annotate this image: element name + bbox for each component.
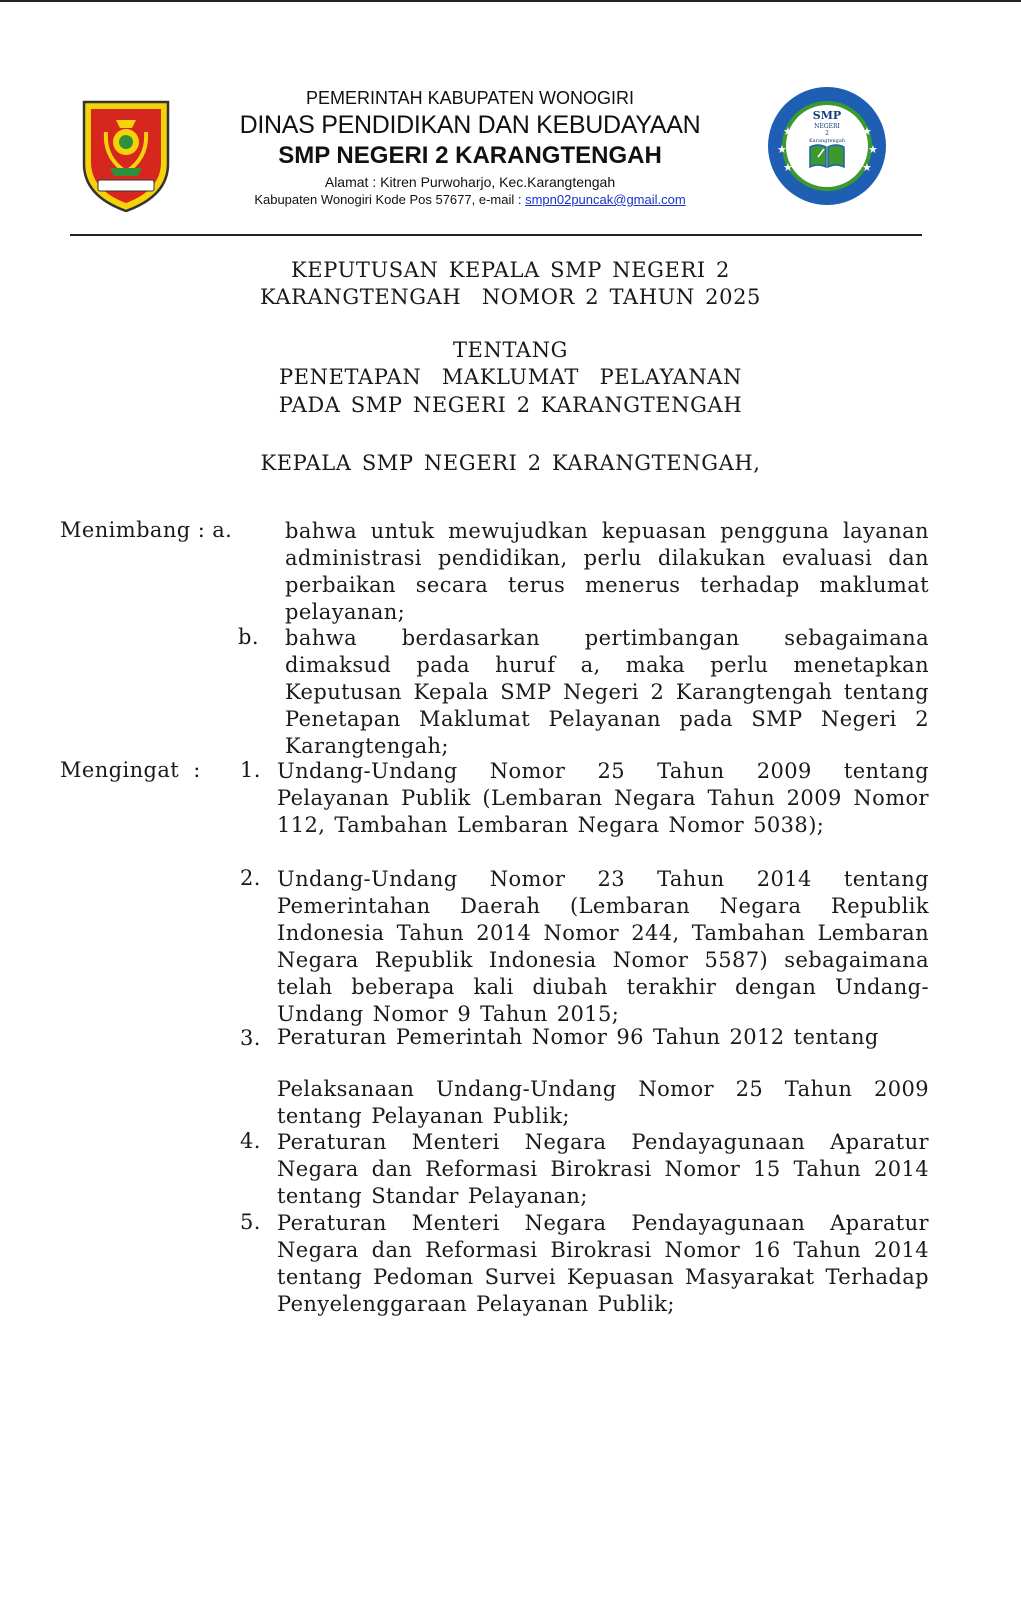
- letterhead-contact: [180, 191, 760, 209]
- menimbang-label: Menimbang : a.: [60, 518, 233, 542]
- svg-text:★: ★: [862, 161, 872, 174]
- svg-text:★: ★: [783, 161, 793, 174]
- svg-text:★: ★: [783, 125, 793, 138]
- letterhead-government: PEMERINTAH KABUPATEN WONOGIRI: [305, 88, 635, 108]
- decree-subject-line1: PENETAPAN MAKLUMAT PELAYANAN: [278, 365, 743, 389]
- mengingat-item-1: Undang-Undang Nomor 25 Tahun 2009 tentang Pelayanan Publik (Lembaran Negara Tahun 2009 Nomor 112, Tambahan Lembaran Negara Nomor 5038);: [277, 759, 929, 837]
- seal-text-num: 2: [825, 130, 829, 137]
- menimbang-item-b: bahwa berdasarkan pertimbangan sebagaimana dimaksud pada huruf a, maka perlu menetapkan Keputusan Kepala SMP Negeri 2 Karangtengah tentang Penetapan Maklumat Pelayanan pada SMP Negeri 2 Karangtengah;: [285, 626, 929, 758]
- wonogiri-regency-emblem-icon: [80, 98, 172, 214]
- letterhead-agency: DINAS PENDIDIKAN DAN KEBUDAYAAN: [239, 111, 701, 139]
- mengingat-item-5: Peraturan Menteri Negara Pendayagunaan Aparatur Negara dan Reformasi Birokrasi Nomor 16 Tahun 2014 tentang Pedoman Survei Kepuasan Masyarakat Terhadap Penyelenggaraan Pelayanan Publik;: [277, 1211, 929, 1316]
- letterhead-divider: [70, 234, 922, 236]
- decree-about: TENTANG: [452, 338, 569, 362]
- mengingat-marker-5: 5.: [240, 1210, 261, 1234]
- seal-text-top: SMP: [812, 109, 842, 122]
- decree-subject-line2: PADA SMP NEGERI 2 KARANGTENGAH: [278, 393, 743, 417]
- smp-negeri-2-karangtengah-seal-icon: [766, 85, 888, 207]
- mengingat-item-4: Peraturan Menteri Negara Pendayagunaan Aparatur Negara dan Reformasi Birokrasi Nomor 15 Tahun 2014 tentang Standar Pelayanan;: [277, 1130, 929, 1208]
- seal-text-mid: NEGERI: [814, 123, 840, 130]
- menimbang-marker-b: b.: [238, 625, 259, 649]
- email-link[interactable]: smpn02puncak@gmail.com: [525, 192, 686, 207]
- decree-title-line1: KEPUTUSAN KEPALA SMP NEGERI 2: [290, 258, 730, 282]
- mengingat-marker-3: 3.: [240, 1026, 261, 1050]
- mengingat-item-3a: Peraturan Pemerintah Nomor 96 Tahun 2012 tentang: [277, 1025, 879, 1049]
- svg-text:★: ★: [868, 143, 878, 156]
- mengingat-item-2: Undang-Undang Nomor 23 Tahun 2014 tentang Pemerintahan Daerah (Lembaran Negara Republik Indonesia Tahun 2014 Nomor 244, Tambahan Lembaran Negara Republik Indonesia Nomor 5587) sebagaimana telah beberapa kali diubah terakhir dengan Undang-Undang Nomor 9 Tahun 2015;: [277, 867, 929, 1026]
- page-top-border: [0, 0, 1021, 2]
- decree-official: KEPALA SMP NEGERI 2 KARANGTENGAH,: [260, 451, 761, 475]
- mengingat-item-3b: Pelaksanaan Undang-Undang Nomor 25 Tahun 2009 tentang Pelayanan Publik;: [277, 1077, 929, 1128]
- mengingat-marker-4: 4.: [240, 1129, 261, 1153]
- decree-title-line2: KARANGTENGAH NOMOR 2 TAHUN 2025: [259, 285, 761, 309]
- menimbang-item-a: bahwa untuk mewujudkan kepuasan pengguna layanan administrasi pendidikan, perlu dilakukan evaluasi dan perbaikan secara terus menerus terhadap maklumat pelayanan;: [285, 519, 929, 624]
- seal-text-bottom: Karangtengah: [808, 138, 846, 144]
- mengingat-marker-2: 2.: [240, 866, 261, 890]
- letterhead-school: SMP NEGERI 2 KARANGTENGAH: [278, 142, 662, 169]
- mengingat-marker-1: 1.: [240, 758, 261, 782]
- letterhead-address: Alamat : Kitren Purwoharjo, Kec.Karangtengah: [324, 174, 616, 190]
- letterhead: [180, 86, 760, 209]
- mengingat-label: Mengingat :: [60, 758, 201, 782]
- svg-text:★: ★: [862, 125, 872, 138]
- letterhead-contact-prefix: Kabupaten Wonogiri Kode Pos 57677, e-mail :: [254, 192, 526, 207]
- svg-text:★: ★: [777, 143, 787, 156]
